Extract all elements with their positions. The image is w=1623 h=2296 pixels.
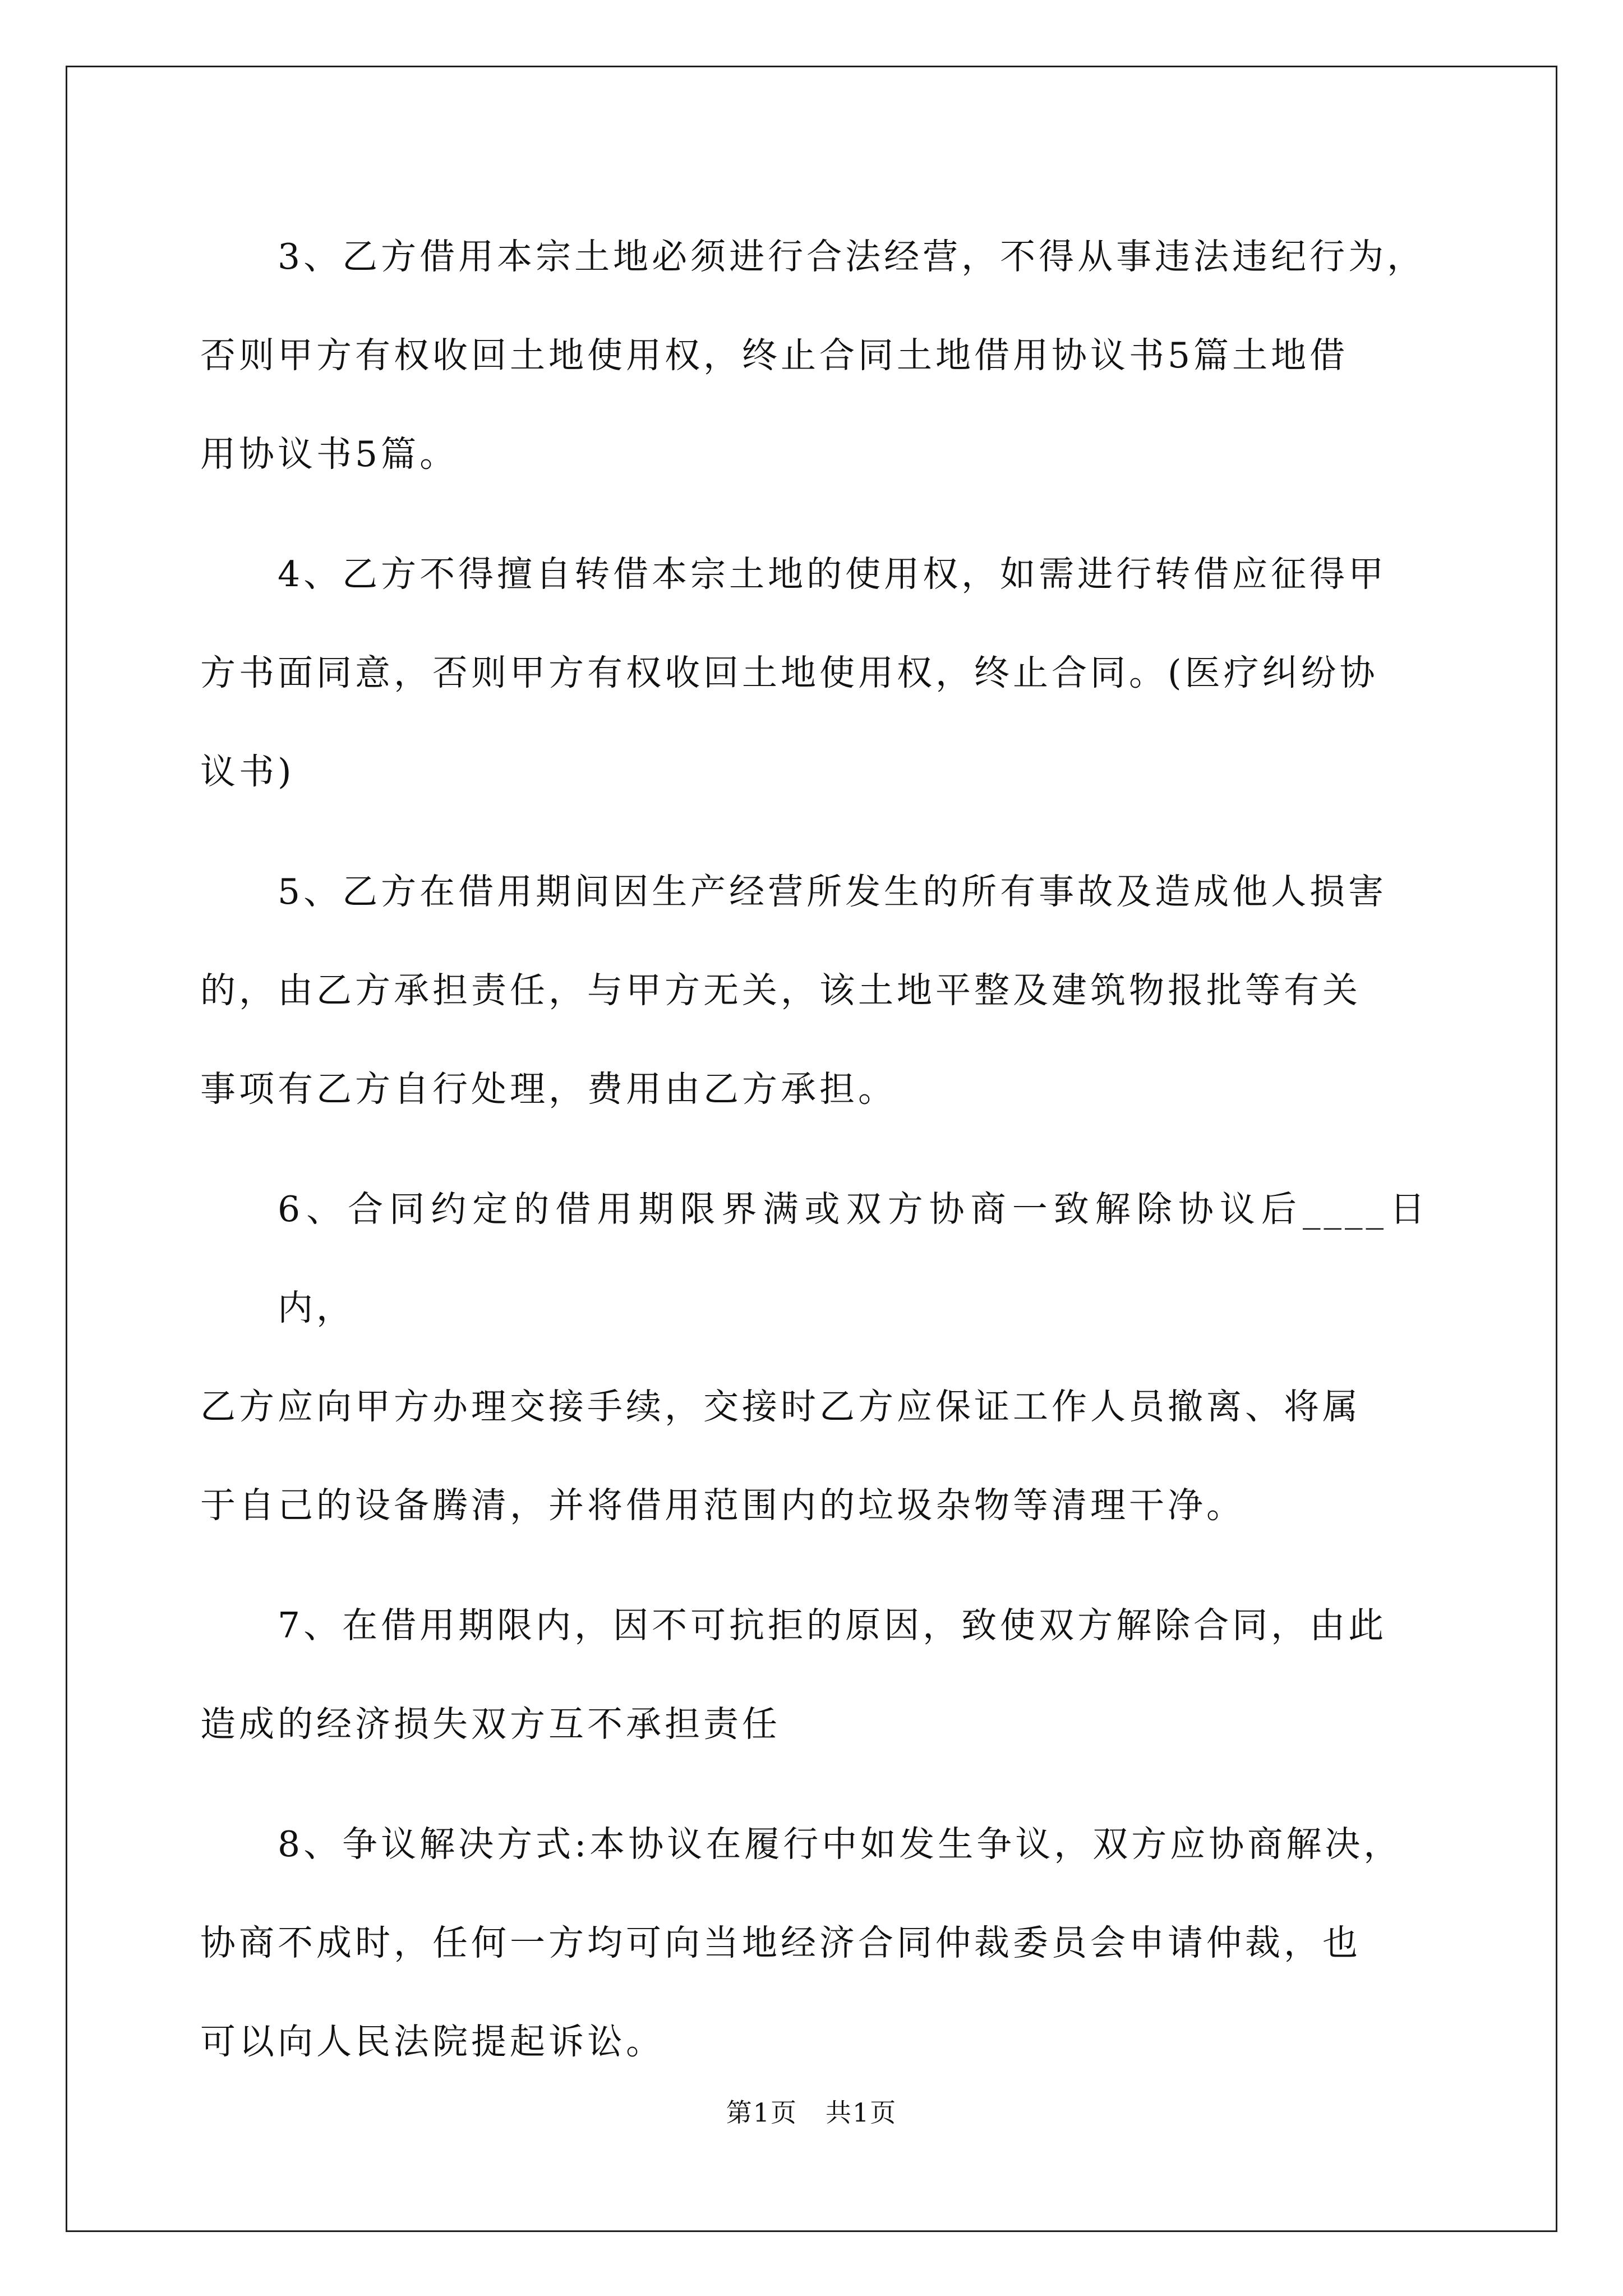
paragraph-line: 协商不成时，任何一方均可向当地经济合同仲裁委员会申请仲裁，也	[200, 1922, 1361, 1963]
paragraph-line: 可以向人民法院提起诉讼。	[200, 2021, 665, 2062]
paragraph-line: 5、乙方在借用期间因生产经营所发生的所有事故及造成他人损害	[278, 871, 1387, 912]
document-body	[200, 208, 1428, 2113]
paragraph-clause-8	[200, 1795, 1428, 2091]
paragraph-line: 4、乙方不得擅自转借本宗土地的使用权，如需进行转借应征得甲	[278, 554, 1387, 595]
paragraph-line: 8、争议解决方式:本协议在履行中如发生争议，双方应协商解决，	[278, 1824, 1403, 1865]
page-footer	[0, 2092, 1623, 2129]
paragraph-line: 的，由乙方承担责任，与甲方无关，该土地平整及建筑物报批等有关	[200, 970, 1361, 1011]
page-total: 共1页	[825, 2097, 897, 2128]
paragraph-clause-7	[200, 1576, 1428, 1774]
paragraph-line: 6、合同约定的借用期限界满或双方协商一致解除协议后____日内，	[278, 1189, 1428, 1328]
paragraph-line: 用协议书5篇。	[200, 434, 459, 475]
paragraph-clause-3	[200, 208, 1428, 504]
paragraph-line: 于自己的设备腾清，并将借用范围内的垃圾杂物等清理干净。	[200, 1485, 1245, 1526]
paragraph-line: 3、乙方借用本宗土地必须进行合法经营，不得从事违法违纪行为，	[278, 236, 1426, 277]
paragraph-line: 否则甲方有权收回土地使用权，终止合同土地借用协议书5篇土地借	[200, 335, 1349, 376]
paragraph-line: 议书)	[200, 751, 295, 792]
paragraph-line: 乙方应向甲方办理交接手续，交接时乙方应保证工作人员撤离、将属	[200, 1386, 1361, 1427]
paragraph-line: 事项有乙方自行处理，费用由乙方承担。	[200, 1069, 897, 1110]
paragraph-clause-5	[200, 843, 1428, 1139]
paragraph-line: 7、在借用期限内，因不可抗拒的原因，致使双方解除合同，由此	[278, 1605, 1387, 1646]
paragraph-clause-6	[200, 1160, 1428, 1555]
page-number: 第1页	[726, 2097, 798, 2128]
paragraph-line: 造成的经济损失双方互不承担责任	[200, 1704, 781, 1745]
paragraph-clause-4	[200, 525, 1428, 821]
paragraph-line: 方书面同意，否则甲方有权收回土地使用权，终止合同。(医疗纠纷协	[200, 652, 1378, 693]
